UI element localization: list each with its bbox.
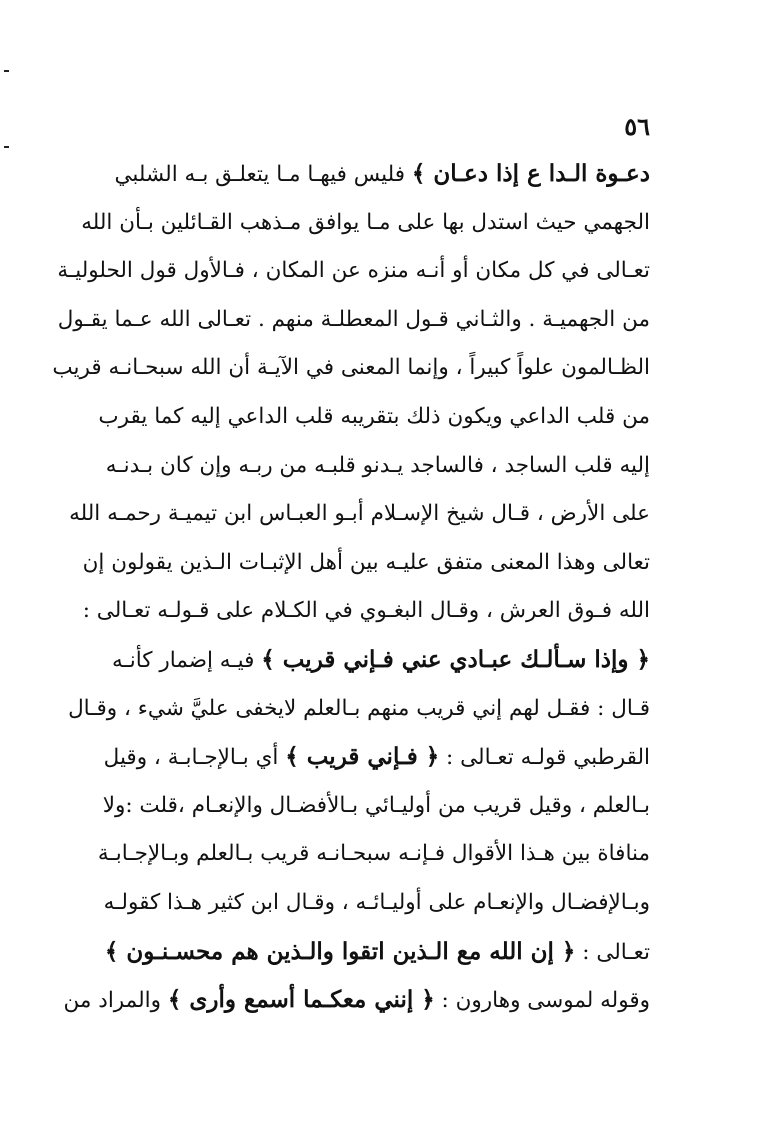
text-line: [68, 685, 650, 734]
text-line: [97, 830, 650, 879]
text-segment: فيـه إضمار كأنـه: [111, 647, 262, 673]
text-line: [81, 199, 650, 248]
text-segment: وقوله لموسى وهارون :: [434, 988, 650, 1014]
text-line: [111, 636, 650, 685]
text-segment: من الجهميـة . والثـاني قـول المعطلـة منهم . تعـالى الله عـما يقـول: [57, 306, 650, 332]
text-segment: تعالى وهذا المعنى متفق عليـه بين أهل الإثبـات الـذين يقولون إن: [82, 549, 650, 575]
text-line: [63, 976, 650, 1025]
quran-quote: ﴿ إنني معكـما أسمع وأرى ﴾: [167, 986, 435, 1014]
page-number: ٥٦: [624, 112, 650, 141]
text-segment: الظـالمون علواً كبيراً ، وإنما المعنى في الآيـة أن الله سبحـانـه قريب: [52, 355, 650, 381]
quran-quote: ﴿ وإذا سـألـك عبـادي عني فـإني قريب ﴾: [261, 645, 650, 673]
text-segment: منافاة بين هـذا الأقوال فـإنـه سبحـانـه قريب بـالعلم وبـالإجـابـة: [97, 841, 650, 867]
text-line: [103, 733, 650, 782]
text-segment: الجهمي حيث استدل بها على مـا يوافق مـذهب القـائلين بـأن الله: [81, 209, 650, 235]
text-line: [103, 879, 650, 928]
text-segment: والمراد من: [63, 988, 168, 1014]
text-line: [102, 782, 650, 831]
text-segment: على الأرض ، قـال شيخ الإسـلام أبـو العبـاس ابن تيميـة رحمـه الله: [69, 501, 650, 527]
text-segment: تعـالى :: [575, 939, 650, 965]
text-line: [114, 150, 650, 199]
text-line: [69, 490, 650, 539]
quran-quote: ﴿ فـإني قريب ﴾: [285, 743, 440, 771]
text-line: [105, 442, 650, 491]
edge-mark: [4, 70, 9, 72]
text-segment: إليه قلب الساجد ، فالساجد يـدنو قلبـه من ربـه وإن كان بـدنـه: [105, 452, 650, 478]
text-segment: تعـالى في كل مكان أو أنـه منزه عن المكان ، فـالأول قول الحلوليـة: [57, 258, 650, 284]
text-segment: فليس فيهـا مـا يتعلـق بـه الشلبي: [114, 162, 412, 187]
text-line: [57, 247, 650, 296]
text-segment: قـال : فقـل لهم إني قريب منهم بـالعلم لايخفى عليَّ شيء ، وقـال: [68, 695, 650, 721]
edge-mark: [4, 146, 9, 148]
text-line: [52, 344, 650, 393]
text-line: [104, 928, 650, 977]
text-line: [98, 393, 650, 442]
body-text: [52, 150, 650, 1025]
text-segment: وبـالإفضـال والإنعـام على أوليـائـه ، وقـال ابن كثير هـذا كقولـه: [103, 889, 650, 915]
text-line: [57, 296, 650, 345]
text-segment: بـالعلم ، وقيل قريب من أوليـائي بـالأفضـال والإنعـام ،قلت :ولا: [102, 792, 650, 818]
text-segment: أي بـالإجـابـة ، وقيل: [103, 745, 286, 771]
text-line: [82, 587, 650, 636]
text-segment: الله فـوق العرش ، وقـال البغـوي في الكـلام على قـولـه تعـالى :: [82, 598, 650, 624]
quran-quote: ﴿ إن الله مع الـذين اتقوا والـذين هم محسـنـون ﴾: [104, 937, 576, 965]
text-line: [82, 539, 650, 588]
quran-quote: دعـوة الـدا ع إذا دعـان ﴾: [411, 160, 650, 187]
text-segment: القرطبي قولـه تعـالى :: [439, 745, 650, 771]
text-segment: من قلب الداعي ويكون ذلك بتقريبه قلب الداعي إليه كما يقرب: [98, 403, 650, 429]
